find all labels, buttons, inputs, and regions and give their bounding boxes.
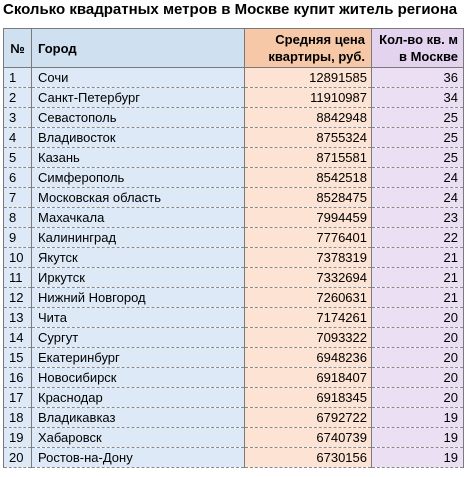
city-cell: Симферополь (32, 168, 245, 188)
sqm-cell: 23 (372, 208, 464, 228)
table-row (4, 108, 464, 128)
city-cell: Санкт-Петербург (32, 88, 245, 108)
sqm-cell: 25 (372, 148, 464, 168)
city-cell: Екатеринбург (32, 348, 245, 368)
table-row (4, 348, 464, 368)
row-number: 17 (4, 388, 32, 408)
sqm-cell: 20 (372, 388, 464, 408)
price-cell: 7174261 (245, 308, 372, 328)
data-table (3, 28, 464, 468)
table-row (4, 188, 464, 208)
city-cell: Краснодар (32, 388, 245, 408)
row-number: 12 (4, 288, 32, 308)
table-row (4, 68, 464, 88)
table-row (4, 388, 464, 408)
table-row (4, 408, 464, 428)
city-cell: Ростов-на-Дону (32, 448, 245, 468)
column-header-price (245, 29, 372, 68)
row-number: 15 (4, 348, 32, 368)
column-header-num: № (4, 29, 32, 68)
price-cell: 6730156 (245, 448, 372, 468)
sqm-cell: 19 (372, 448, 464, 468)
sqm-cell: 22 (372, 228, 464, 248)
city-cell: Севастополь (32, 108, 245, 128)
column-header-sqm (372, 29, 464, 68)
city-cell: Владивосток (32, 128, 245, 148)
city-cell: Сочи (32, 68, 245, 88)
price-cell: 6918407 (245, 368, 372, 388)
table-row (4, 168, 464, 188)
sqm-cell: 24 (372, 168, 464, 188)
row-number: 8 (4, 208, 32, 228)
sqm-cell: 20 (372, 348, 464, 368)
city-cell: Сургут (32, 328, 245, 348)
price-cell: 6792722 (245, 408, 372, 428)
sqm-header-line2: в Москве (399, 49, 458, 64)
table-row (4, 308, 464, 328)
sqm-cell: 20 (372, 368, 464, 388)
table-row (4, 288, 464, 308)
price-cell: 7093322 (245, 328, 372, 348)
row-number: 20 (4, 448, 32, 468)
row-number: 2 (4, 88, 32, 108)
price-cell: 8542518 (245, 168, 372, 188)
row-number: 11 (4, 268, 32, 288)
price-cell: 7994459 (245, 208, 372, 228)
row-number: 10 (4, 248, 32, 268)
table-row (4, 268, 464, 288)
row-number: 16 (4, 368, 32, 388)
row-number: 14 (4, 328, 32, 348)
city-cell: Иркутск (32, 268, 245, 288)
table-row (4, 208, 464, 228)
row-number: 19 (4, 428, 32, 448)
row-number: 1 (4, 68, 32, 88)
city-cell: Якутск (32, 248, 245, 268)
price-cell: 8715581 (245, 148, 372, 168)
sqm-cell: 25 (372, 128, 464, 148)
table-row (4, 88, 464, 108)
price-cell: 7776401 (245, 228, 372, 248)
price-cell: 8842948 (245, 108, 372, 128)
sqm-header-line1: Кол-во кв. м (379, 32, 458, 47)
table-row (4, 148, 464, 168)
city-cell: Калининград (32, 228, 245, 248)
price-header-line1: Средняя цена (275, 32, 365, 47)
price-cell: 7378319 (245, 248, 372, 268)
price-cell: 6740739 (245, 428, 372, 448)
sqm-cell: 34 (372, 88, 464, 108)
price-cell: 7260631 (245, 288, 372, 308)
city-cell: Московская область (32, 188, 245, 208)
row-number: 3 (4, 108, 32, 128)
header-row (4, 29, 464, 68)
row-number: 18 (4, 408, 32, 428)
table-row (4, 328, 464, 348)
city-cell: Владикавказ (32, 408, 245, 428)
sqm-cell: 36 (372, 68, 464, 88)
city-cell: Махачкала (32, 208, 245, 228)
city-cell: Казань (32, 148, 245, 168)
sqm-cell: 21 (372, 288, 464, 308)
table-row (4, 128, 464, 148)
city-cell: Нижний Новгород (32, 288, 245, 308)
row-number: 7 (4, 188, 32, 208)
row-number: 5 (4, 148, 32, 168)
price-cell: 8528475 (245, 188, 372, 208)
table-row (4, 228, 464, 248)
sqm-cell: 20 (372, 328, 464, 348)
table-row (4, 248, 464, 268)
price-cell: 7332694 (245, 268, 372, 288)
price-cell: 12891585 (245, 68, 372, 88)
table-row (4, 368, 464, 388)
table-row (4, 428, 464, 448)
city-cell: Хабаровск (32, 428, 245, 448)
sqm-cell: 24 (372, 188, 464, 208)
sqm-cell: 21 (372, 268, 464, 288)
page-title: Сколько квадратных метров в Москве купит житель региона (3, 1, 458, 18)
price-cell: 6948236 (245, 348, 372, 368)
sqm-cell: 20 (372, 308, 464, 328)
city-cell: Новосибирск (32, 368, 245, 388)
price-cell: 11910987 (245, 88, 372, 108)
sqm-cell: 21 (372, 248, 464, 268)
price-cell: 8755324 (245, 128, 372, 148)
row-number: 13 (4, 308, 32, 328)
price-cell: 6918345 (245, 388, 372, 408)
row-number: 4 (4, 128, 32, 148)
sqm-cell: 19 (372, 428, 464, 448)
table-row (4, 448, 464, 468)
city-cell: Чита (32, 308, 245, 328)
row-number: 9 (4, 228, 32, 248)
sqm-cell: 19 (372, 408, 464, 428)
row-number: 6 (4, 168, 32, 188)
column-header-city: Город (32, 29, 245, 68)
price-header-line2: квартиры, руб. (268, 49, 365, 64)
sqm-cell: 25 (372, 108, 464, 128)
